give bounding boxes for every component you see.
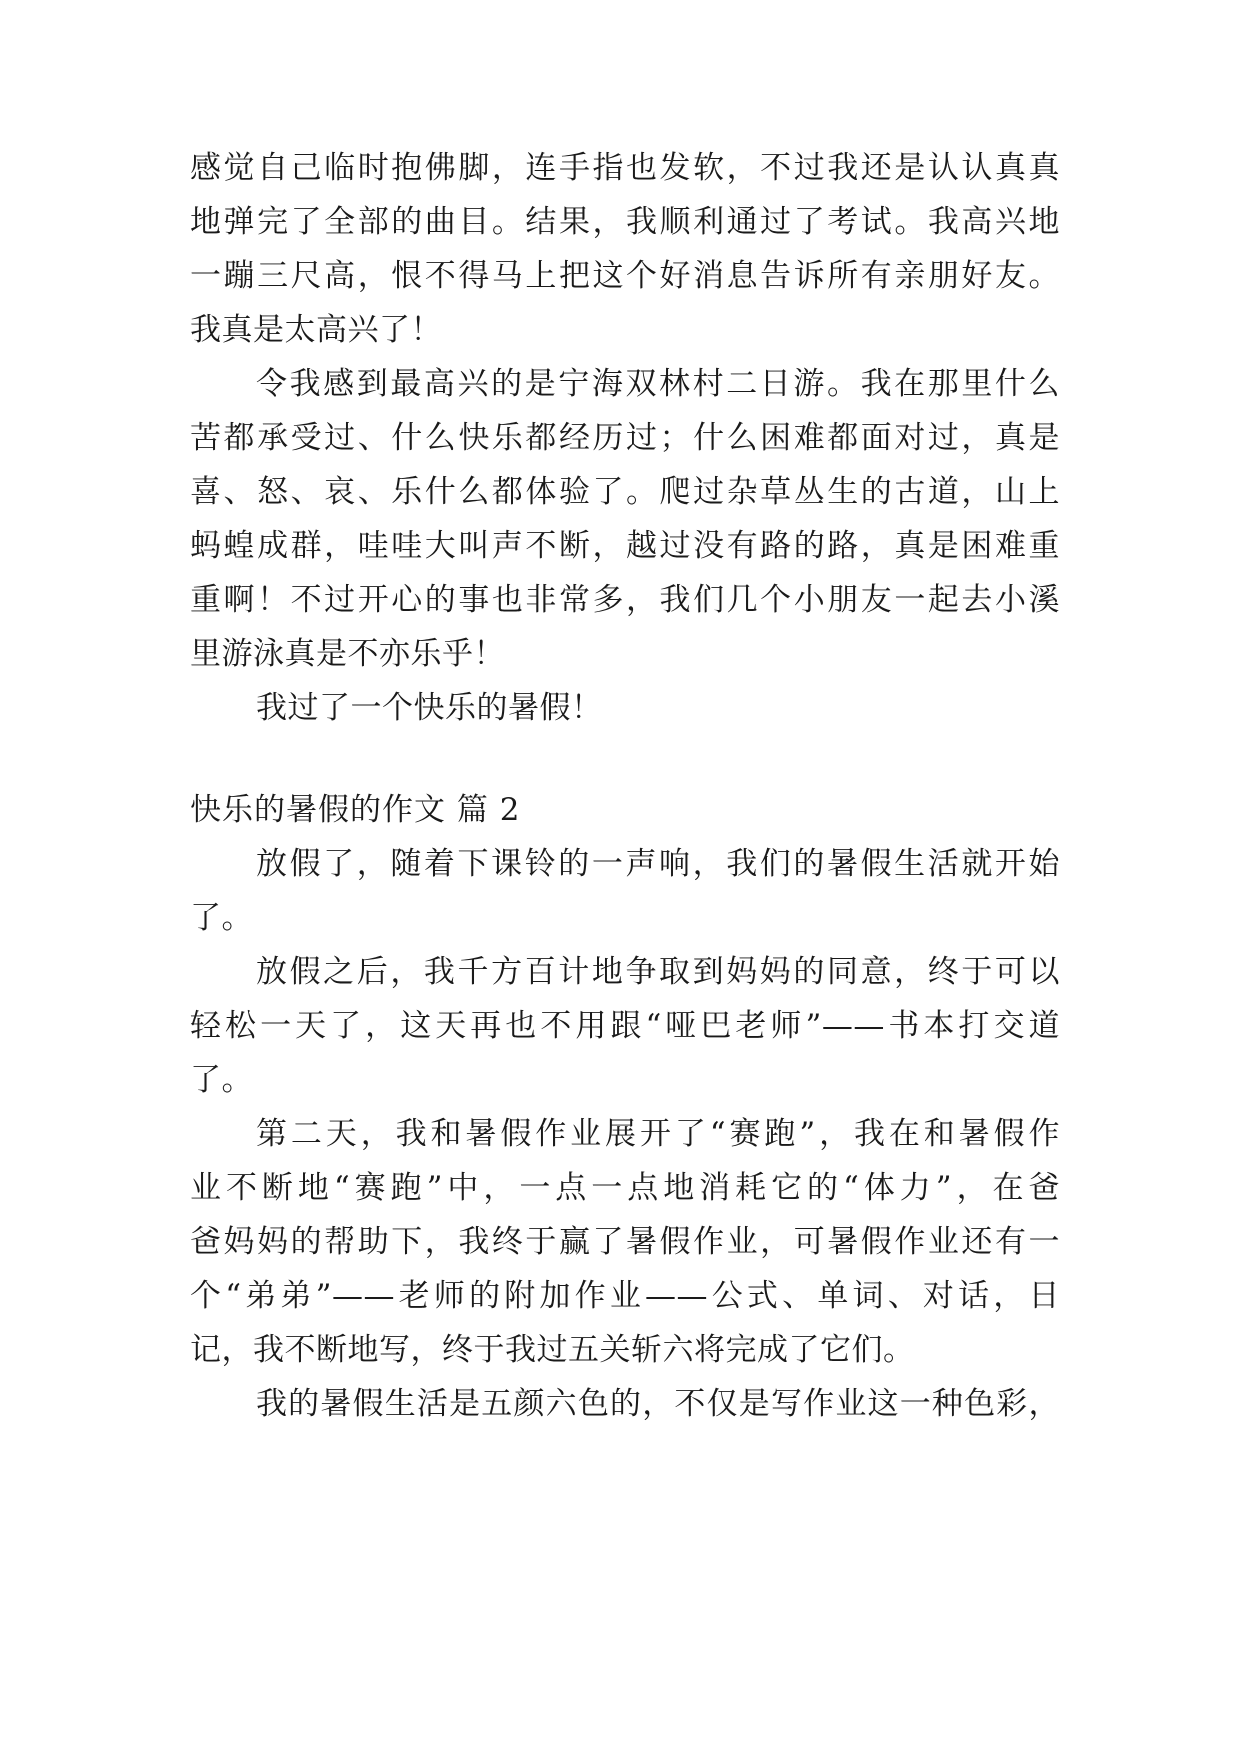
paragraph-first-line: 第二天，我和暑假作业展开了“赛跑”，我在和暑假作 bbox=[256, 1116, 1060, 1152]
text-line: 了。 bbox=[190, 900, 253, 936]
paragraph-first-line: 令我感到最高兴的是宁海双林村二日游。我在那里什么 bbox=[256, 366, 1060, 402]
text-line: 地弹完了全部的曲目。结果，我顺利通过了考试。我高兴地 bbox=[190, 204, 1060, 240]
paragraph-first-line: 放假之后，我千方百计地争取到妈妈的同意，终于可以 bbox=[256, 954, 1060, 990]
text-line: 里游泳真是不亦乐乎！ bbox=[190, 636, 505, 672]
paragraph-first-line: 我的暑假生活是五颜六色的，不仅是写作业这一种色彩， bbox=[256, 1386, 1060, 1422]
text-line: 苦都承受过、什么快乐都经历过；什么困难都面对过，真是 bbox=[190, 420, 1060, 456]
text-line: 爸妈妈的帮助下，我终于赢了暑假作业，可暑假作业还有一 bbox=[190, 1224, 1060, 1260]
text-line: 喜、怒、哀、乐什么都体验了。爬过杂草丛生的古道，山上 bbox=[190, 474, 1060, 510]
text-line: 个“弟弟”——老师的附加作业——公式、单词、对话，日 bbox=[190, 1278, 1060, 1314]
paragraph-first-line: 放假了，随着下课铃的一声响，我们的暑假生活就开始 bbox=[256, 846, 1060, 882]
text-line: 蚂蝗成群，哇哇大叫声不断，越过没有路的路，真是困难重 bbox=[190, 528, 1060, 564]
section-heading: 快乐的暑假的作文 篇 2 bbox=[190, 792, 521, 828]
text-line: 重啊！不过开心的事也非常多，我们几个小朋友一起去小溪 bbox=[190, 582, 1060, 618]
text-line: 了。 bbox=[190, 1062, 253, 1098]
text-line: 轻松一天了，这天再也不用跟“哑巴老师”——书本打交道 bbox=[190, 1008, 1060, 1044]
text-line: 我真是太高兴了！ bbox=[190, 312, 442, 348]
text-line: 业不断地“赛跑”中，一点一点地消耗它的“体力”，在爸 bbox=[190, 1170, 1060, 1206]
paragraph-first-line: 我过了一个快乐的暑假！ bbox=[256, 690, 603, 726]
text-line: 感觉自己临时抱佛脚，连手指也发软，不过我还是认认真真 bbox=[190, 150, 1060, 186]
text-line: 记，我不断地写，终于我过五关斩六将完成了它们。 bbox=[190, 1332, 915, 1368]
text-line: 一蹦三尺高，恨不得马上把这个好消息告诉所有亲朋好友。 bbox=[190, 258, 1060, 294]
